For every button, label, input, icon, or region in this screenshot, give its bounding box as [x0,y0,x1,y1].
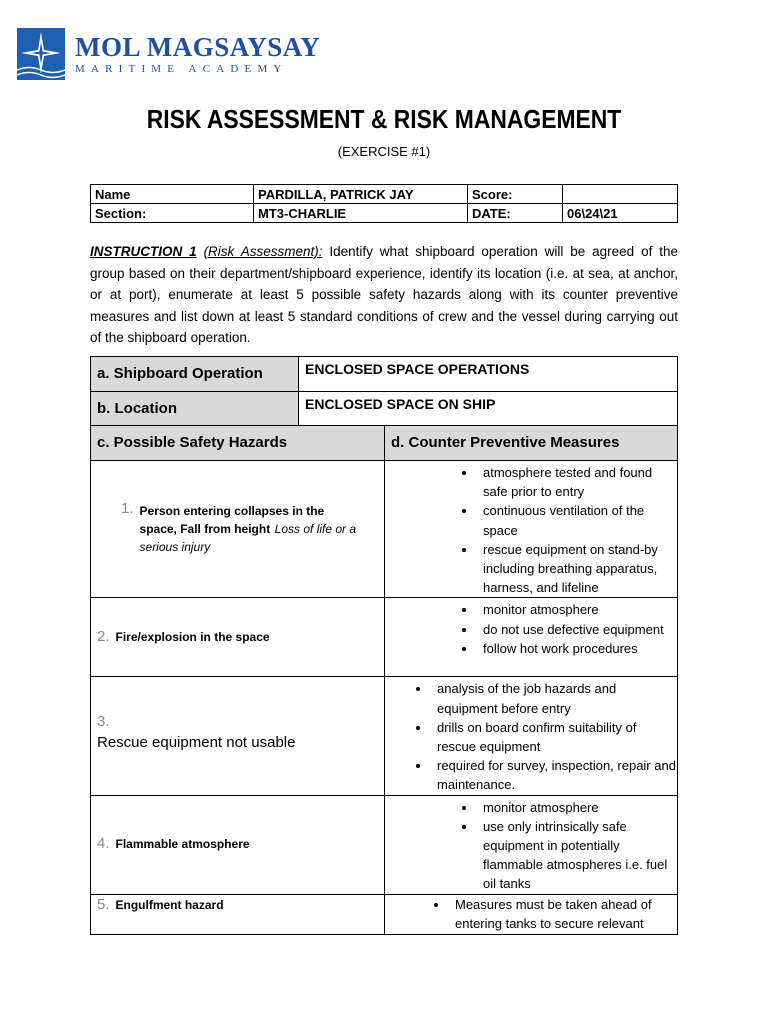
page-title: RISK ASSESSMENT & RISK MANAGEMENT [146,104,622,134]
hazard-text: Rescue equipment not usable [97,734,296,752]
list-item: • monitor atmosphere [477,798,677,817]
section-value: MT3-CHARLIE [254,204,468,223]
measures-header-text: d. Counter Preventive Measures [391,434,620,451]
hazard-cell [91,598,385,677]
hazard-text: Fire/explosion in the space [115,630,270,645]
logo-name: MOL MAGSAYSAY [75,32,321,62]
operation-label: a. Shipboard Operation [97,365,263,382]
student-info-table [90,184,678,223]
date-label: DATE: [468,204,563,223]
hazard-text: Flammable atmosphere [115,837,250,852]
measures-cell [385,795,678,894]
hazard-cell [91,795,385,894]
location-label-cell [91,392,299,426]
table-row [91,894,678,934]
hazard-number: 3. [97,713,110,731]
measures-cell [385,598,678,677]
list-item: • monitor atmosphere [477,600,677,619]
hazards-header [91,426,385,461]
hazard-text: Engulfment hazard [115,897,224,912]
instruction-label: INSTRUCTION 1 [90,244,197,259]
name-label: Name [91,185,254,204]
list-item: • drills on board confirm suitability of rescue equipment [431,718,677,756]
hazard-text: Person entering collapses in the space, Fall from height [139,503,325,536]
exercise-subtitle: (EXERCISE #1) [337,144,431,159]
star-compass-icon [17,28,65,80]
list-item: • required for survey, inspection, repair and maintenance. [431,756,677,794]
hazard-cell [91,894,385,934]
score-value [563,185,678,204]
list-item: • do not use defective equipment [477,620,677,639]
hazard-cell [91,461,385,598]
hazards-header-text: c. Possible Safety Hazards [97,434,288,451]
list-item: • rescue equipment on stand-by including breathing apparatus, harness, and lifeline [477,540,677,598]
instruction-text: Identify what shipboard operation will be agreed of the group based on their department/shipboard experience, identify its location (i.e. at sea, at anchor, or at port), enumerate at least 5 possible safety hazards along with its counter preventive measures and list down at least 5 standard conditions of crew and the vessel during carrying out of the shipboard operation. [90,244,678,345]
measures-cell [385,677,678,795]
location-value: ENCLOSED SPACE ON SHIP [305,396,496,412]
hazard-number: 5. [97,895,110,913]
hazard-number: 4. [97,835,110,853]
operation-value: ENCLOSED SPACE OPERATIONS [305,361,530,377]
list-item: • follow hot work procedures [477,639,677,658]
table-row [91,598,678,677]
location-label: b. Location [97,400,177,417]
table-row [91,461,678,598]
hazard-cell [91,677,385,795]
location-value-cell [299,392,678,426]
instruction-paragraph [90,241,678,349]
name-value: PARDILLA, PATRICK JAY [254,185,468,204]
list-item: • continuous ventilation of the space [477,501,677,539]
hazard-number: 1. [121,499,134,517]
table-row [91,677,678,795]
hazard-number: 2. [97,628,110,646]
risk-assessment-table [90,356,678,935]
table-row [91,795,678,894]
list-item: • analysis of the job hazards and equipment before entry [431,679,677,717]
measures-cell [385,461,678,598]
measures-header [385,426,678,461]
operation-value-cell [299,357,678,392]
logo-subtitle: MARITIME ACADEMY [75,63,288,75]
list-item: • use only intrinsically safe equipment in potentially flammable atmospheres i.e. fuel oil tanks [477,817,677,894]
hazard-consequence: Loss of life or a serious injury [139,521,357,554]
instruction-type: (Risk Assessment): [203,244,323,259]
date-value: 06\24\21 [563,204,678,223]
operation-label-cell [91,357,299,392]
section-label: Section: [91,204,254,223]
score-label: Score: [468,185,563,204]
measures-cell [385,894,678,934]
list-item: • Measures must be taken ahead of entering tanks to secure relevant [449,895,677,933]
list-item: • atmosphere tested and found safe prior to entry [477,463,677,501]
academy-logo [17,28,320,80]
